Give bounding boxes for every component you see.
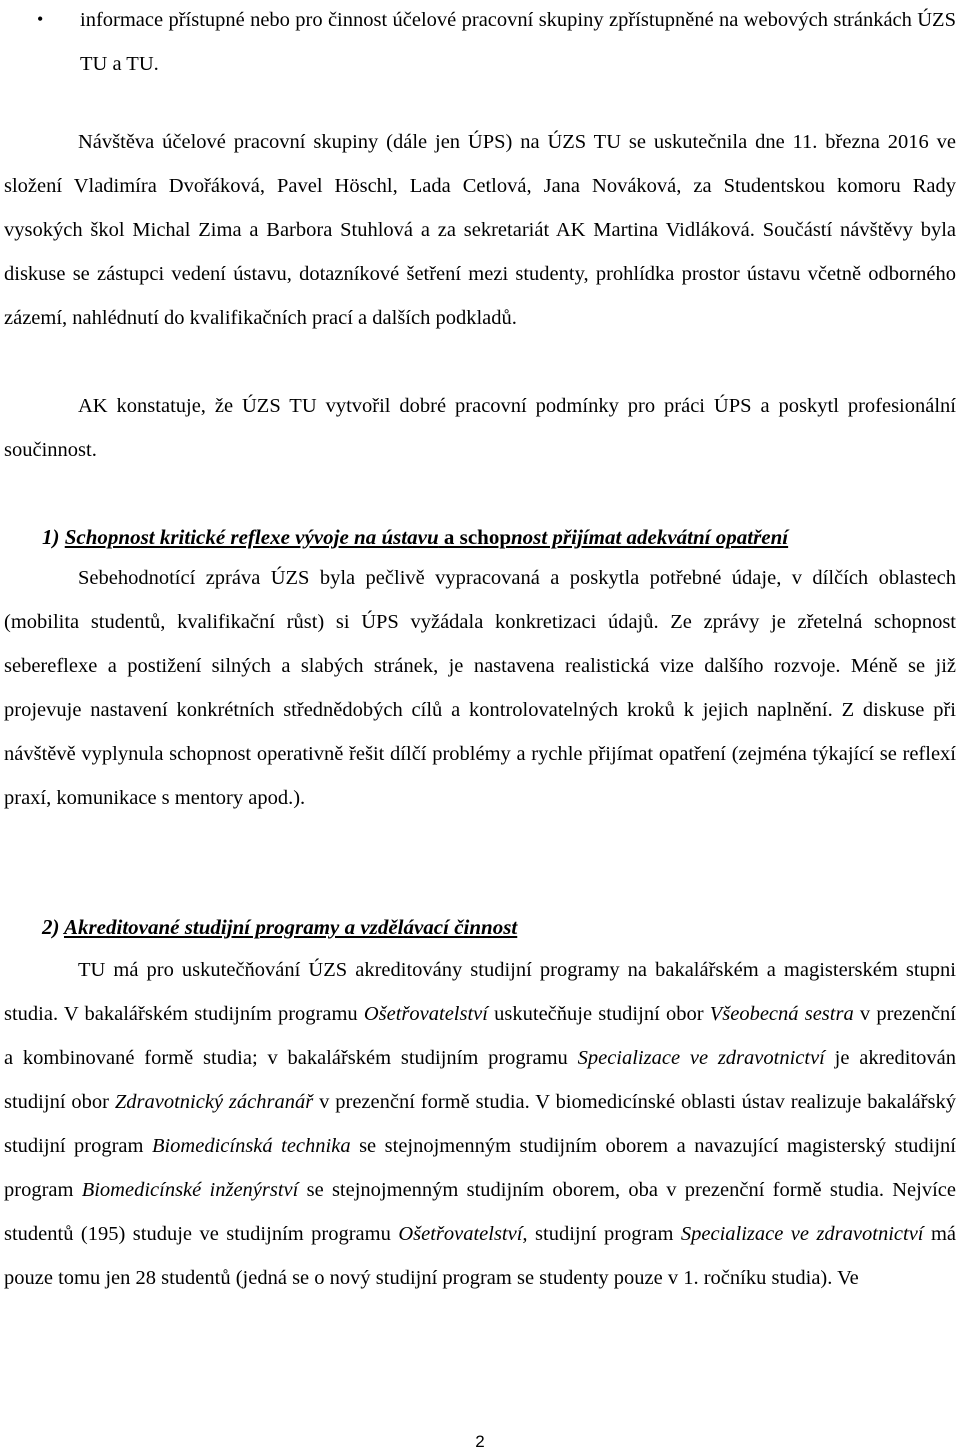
- visit-text-part2: Součástí návštěvy byla diskuse se zástupci vedení ústavu, dotazníkové šetření mezi studenty, prohlídka prostor ústavu včetně odborného zázemí, nahlédnutí do kvalifikačních prací a dalších podkladů.: [4, 219, 957, 329]
- bullet-icon: •: [37, 9, 44, 29]
- section-1-text-b: Méně se již projevuje nastavení konkrétních střednědobých cílů a kontrolovatelných kroků k jejich naplnění. Z diskuse při návštěvě vyplynula schopnost operativně řešit dílčí problémy a rychle přijímat opatření (zejména týkající se reflexí praxí, komunikace s mentory apod.).: [4, 655, 956, 809]
- section-1-body: [4, 556, 956, 820]
- program-name: Ošetřovatelství,: [398, 1223, 528, 1245]
- section-2-heading: [42, 912, 517, 942]
- section-1-number: 1): [42, 525, 60, 549]
- bullet-text: informace přístupné nebo pro činnost účelové pracovní skupiny zpřístupněné na webových stránkách ÚZS TU a TU.: [80, 9, 956, 75]
- visit-text-part1: Návštěva účelové pracovní skupiny (dále jen ÚPS) na ÚZS TU se uskutečnila dne 11. března 2016 ve složení Vladimíra Dvořáková, Pavel Höschl, Lada Cetlová, Jana Nováková, za Studentskou komoru Rady vysokých škol Michal Zima a Barbora Stuhlová a za sekretariát AK Martina Vidláková.: [4, 131, 956, 241]
- section-2-title: Akreditované studijní programy a vzdělávací činnost: [63, 915, 518, 939]
- section-1-heading: [42, 522, 788, 552]
- program-name: Biomedicínská technika: [151, 1135, 351, 1157]
- section-2-text-4: je akreditován studijní obor: [4, 1047, 956, 1113]
- section-1-title-part1: Schopnost kritické reflexe vývoje na ústavu: [64, 525, 439, 549]
- visit-paragraph: [4, 120, 956, 340]
- section-2-body: [4, 948, 956, 1300]
- section-2-text-8: studijní program: [527, 1223, 681, 1245]
- section-2-text-7: se stejnojmenným studijním oborem, oba v prezenční formě studia. Nejvíce studentů (195) studuje ve studijním programu: [4, 1179, 956, 1245]
- section-2-number: 2): [42, 915, 60, 939]
- section-2-text-3: v prezenční a kombinované formě studia; v bakalářském studijním programu: [4, 1003, 956, 1069]
- field-name: Zdravotnický záchranář: [114, 1091, 314, 1113]
- section-2-text-6: se stejnojmenným studijním oborem a navazující magisterský studijní program: [4, 1135, 956, 1201]
- section-1-title-and: a schop: [438, 525, 511, 549]
- section-1-text: [4, 556, 956, 820]
- section-1-title-part2: nost přijímat adekvátní opatření: [511, 525, 789, 549]
- section-2-text-9: má pouze tomu jen 28 studentů (jedná se o nový studijní program se studenty pouze v 1. ročníku studia). Ve: [4, 1223, 956, 1289]
- program-name: Biomedicínské inženýrství: [81, 1179, 299, 1201]
- visit-paragraph-text: [4, 120, 956, 340]
- page-number: 2: [475, 1432, 485, 1451]
- program-name: Ošetřovatelství: [363, 1003, 488, 1025]
- section-2-text: [4, 948, 956, 1300]
- program-name: Specializace ve zdravotnictví: [680, 1223, 924, 1245]
- section-2-text-5: v prezenční formě studia. V biomedicínské oblasti ústav realizuje bakalářský studijní program: [4, 1091, 956, 1157]
- section-2-text-2: uskutečňuje studijní obor: [487, 1003, 710, 1025]
- field-name: Všeobecná sestra: [709, 1003, 854, 1025]
- section-1-text-a: Sebehodnotící zpráva ÚZS byla pečlivě vypracovaná a poskytla potřebné údaje, v dílčích oblastech (mobilita studentů, kvalifikační růst) si ÚPS vyžádala konkretizaci údajů. Ze zprávy je zřetelná schopnost sebereflexe a postižení silných a slabých stránek, je nastavena realistická vize dalšího rozvoje.: [4, 567, 956, 677]
- section-2-text-1: TU má pro uskutečňování ÚZS akreditovány studijní programy na bakalářském a magisterském stupni studia. V bakalářském studijním programu: [4, 959, 956, 1025]
- conclusion-text: AK konstatuje, že ÚZS TU vytvořil dobré pracovní podmínky pro práci ÚPS a poskytl profesionální součinnost.: [4, 395, 956, 461]
- program-name: Specializace ve zdravotnictví: [577, 1047, 825, 1069]
- conclusion-paragraph: [4, 384, 956, 472]
